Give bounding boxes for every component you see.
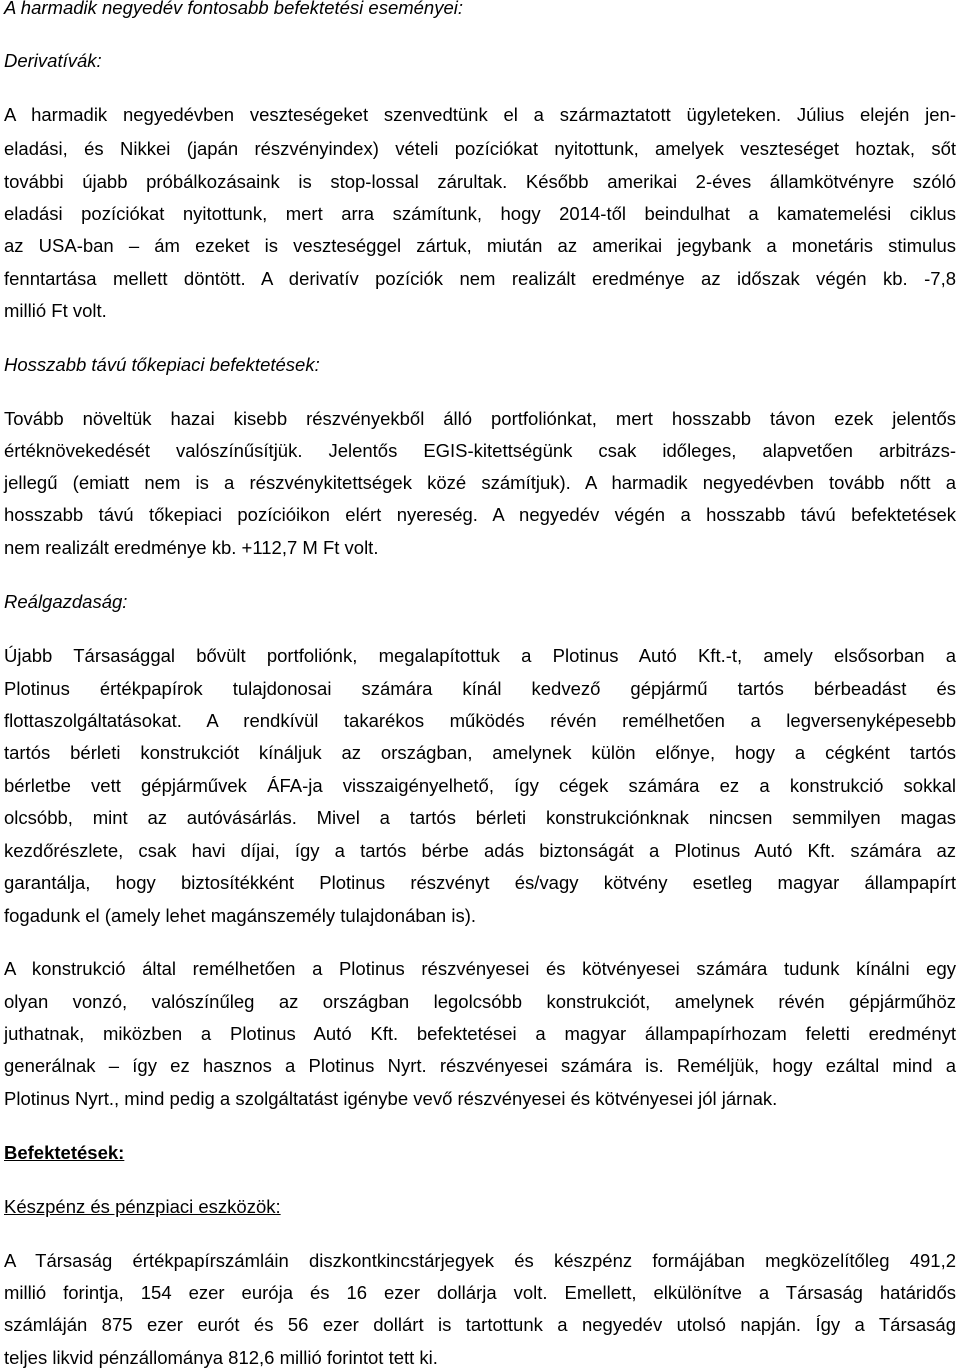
text-line: tartós bérleti konstrukciót kínáljuk az országban, amelynek külön előnye, hogy a cégként tartós (4, 742, 956, 763)
text-line: teljes likvid pénzállománya 812,6 millió forintot tett ki. (4, 1347, 438, 1368)
heading-quarter-events: A harmadik negyedév fontosabb befektetési eseményei: (4, 0, 464, 18)
heading-real-economy: Reálgazdaság: (4, 591, 128, 612)
text-line: nem realizált eredménye kb. +112,7 M Ft volt. (4, 537, 379, 558)
text-line: eladási pozíciókat nyitottunk, mert arra számítunk, hogy 2014-től beindulhat a kamatemelési ciklus (4, 203, 956, 224)
text-line: Plotinus Nyrt., mind pedig a szolgáltatást igénybe vevő részvényesei és kötvényesei jól járnak. (4, 1088, 778, 1109)
text-line: A konstrukció által remélhetően a Plotinus részvényesei és kötvényesei számára tudunk kínálni egy (4, 958, 956, 979)
text-line: jellegű (emiatt nem is a részvénykitettségek közé számítjuk). A harmadik negyedévben tovább nőtt a (4, 472, 956, 493)
text-line: fogadunk el (amely lehet magánszemély tulajdonában is). (4, 905, 477, 926)
text-line: A harmadik negyedévben veszteségeket szenvedtünk el a származtatott ügyleteken. Július elején jen- (4, 104, 956, 125)
text-line: A Társaság értékpapírszámláin diszkontkincstárjegyek és készpénz formájában megközelítőleg 491,2 (4, 1250, 956, 1271)
text-line: bérletbe vett gépjárművek ÁFA-ja visszaigényelhető, így cégek számára ez a konstrukció sokkal (4, 775, 956, 796)
heading-investments: Befektetések: (4, 1142, 125, 1163)
text-line: garantálja, hogy biztosítékként Plotinus részvényt és/vagy kötvény esetleg magyar állampapírt (4, 872, 956, 893)
text-line: olyan vonzó, valószínűleg az országban legolcsóbb konstrukciót, amelynek révén gépjárműhöz (4, 991, 956, 1012)
text-line: Újabb Társasággal bővült portfoliónk, megalapítottuk a Plotinus Autó Kft.-t, amely elsősorban a (4, 645, 956, 666)
text-line: eladási, és Nikkei (japán részvényindex) vételi pozíciókat nyitottunk, amelyek veszteséget hoztak, sőt (4, 138, 956, 159)
text-line: millió forintja, 154 ezer eurója és 16 ezer dollárja volt. Emellett, elkülönítve a Társaság határidős (4, 1282, 956, 1303)
text-line: millió Ft volt. (4, 300, 107, 321)
heading-cash: Készpénz és pénzpiaci eszközök: (4, 1196, 281, 1217)
text-line: további újabb próbálkozásaink is stop-lossal zárultak. Később amerikai 2-éves államkötvényre szóló (4, 171, 956, 192)
text-line: Tovább növeltük hazai kisebb részvényekből álló portfoliónkat, mert hosszabb távon ezek jelentős (4, 408, 956, 429)
text-line: olcsóbb, mint az autóvásárlás. Mivel a tartós bérleti konstrukciónknak nincsen semmilyen magas (4, 807, 956, 828)
text-line: flottaszolgáltatásokat. A rendkívül takarékos működés révén remélhetően a legversenyképesebb (4, 710, 956, 731)
text-line: az USA-ban – ám ezeket is veszteséggel zártuk, miután az amerikai jegybank a monetáris stimulus (4, 235, 956, 256)
text-line: kezdőrészlete, csak havi díjai, így a tartós bérbe adás biztonságát a Plotinus Autó Kft. számára az (4, 840, 956, 861)
text-line: számláján 875 ezer eurót és 56 ezer dollárt is tartottunk a negyedév utolsó napján. Így a Társaság (4, 1314, 956, 1335)
text-line: Plotinus értékpapírok tulajdonosai számára kínál kedvező gépjármű tartós bérbeadást és (4, 678, 956, 699)
text-line: fenntartása mellett döntött. A derivatív pozíciók nem realizált eredménye az időszak végén kb. -7,8 (4, 268, 956, 289)
heading-derivatives: Derivatívák: (4, 50, 102, 71)
text-line: generálnak – így ez hasznos a Plotinus Nyrt. részvényesei számára is. Reméljük, hogy ezáltal mind a (4, 1055, 956, 1076)
heading-long-term: Hosszabb távú tőkepiaci befektetések: (4, 354, 320, 375)
text-line: hosszabb távú tőkepiaci pozícióikon elért nyereség. A negyedév végén a hosszabb távú befektetések (4, 504, 956, 525)
text-line: juthatnak, miközben a Plotinus Autó Kft. befektetései a magyar állampapírhozam feletti eredményt (4, 1023, 956, 1044)
text-line: értéknövekedését valószínűsítjük. Jelentős EGIS-kitettségünk csak időleges, alapvetően arbitrázs- (4, 440, 956, 461)
